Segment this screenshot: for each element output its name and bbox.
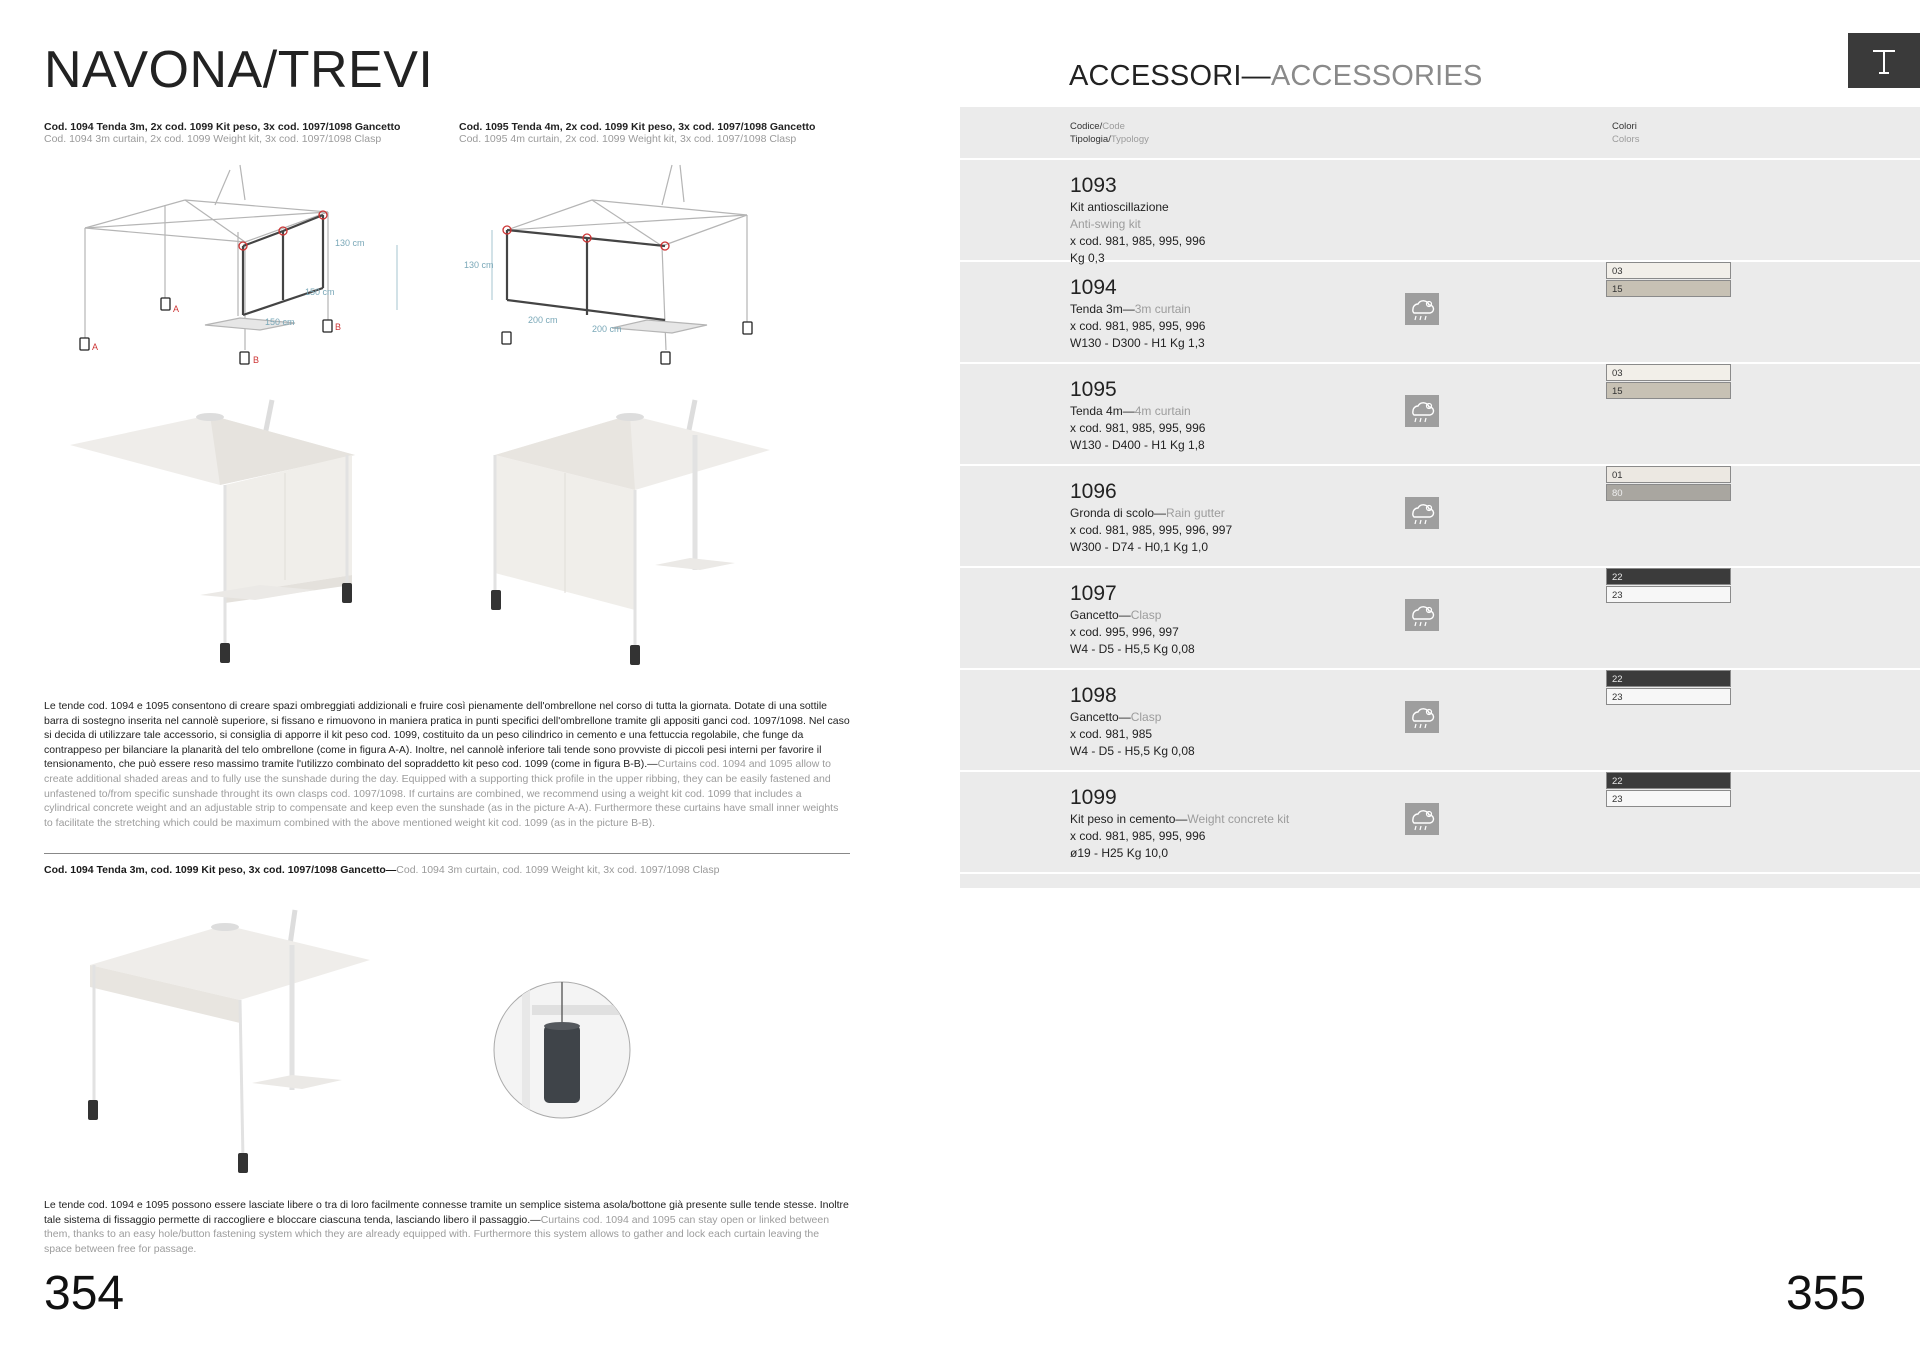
diagram-1-width-1: 150 cm xyxy=(265,317,295,327)
color-swatch: 23 xyxy=(1606,790,1731,807)
render-umbrella-curtain-linked xyxy=(80,905,420,1185)
color-swatch: 80 xyxy=(1606,484,1731,501)
weather-badge xyxy=(1405,701,1439,733)
color-swatch: 23 xyxy=(1606,688,1731,705)
diagram-1-label-b1: B xyxy=(253,355,260,365)
caption-3-en: Cod. 1094 3m curtain, cod. 1099 Weight kit, 3x cod. 1097/1098 Clasp xyxy=(396,864,720,876)
diagram-1-width-2: 150 cm xyxy=(305,287,335,297)
weather-badge xyxy=(1405,803,1439,835)
diagram-2-height: 130 cm xyxy=(464,260,494,270)
render-umbrella-4m-curtain xyxy=(490,395,790,675)
accessory-name-it: Kit antioscillazione xyxy=(1070,200,1169,214)
weather-resistant-icon xyxy=(1405,395,1439,427)
accessory-code: 1093 xyxy=(1070,174,1117,197)
render-umbrella-3m-curtain xyxy=(60,395,390,675)
accessory-name xyxy=(1070,404,1191,418)
color-swatch: 03 xyxy=(1606,364,1731,381)
accessory-name-it: Kit peso in cemento— xyxy=(1070,812,1188,826)
accessory-row-1095 xyxy=(960,364,1920,466)
accessory-row-1094 xyxy=(960,262,1920,364)
accessory-row-1097 xyxy=(960,568,1920,670)
accessory-code: 1099 xyxy=(1070,786,1117,809)
page-title: NAVONA/TREVI xyxy=(44,41,434,99)
accessory-spec: ø19 - H25 Kg 10,0 xyxy=(1070,846,1169,860)
caption-3-it: Cod. 1094 Tenda 3m, cod. 1099 Kit peso, 3x cod. 1097/1098 Gancetto— xyxy=(44,864,397,876)
accessory-compat: x cod. 981, 985 xyxy=(1070,727,1153,741)
color-swatch: 15 xyxy=(1606,382,1731,399)
page-number-left: 354 xyxy=(44,1267,125,1320)
diagram-3m-curtain xyxy=(70,160,400,370)
diagram-4m-curtain xyxy=(462,160,762,370)
weather-badge xyxy=(1405,599,1439,631)
accessory-name-it: Tenda 3m— xyxy=(1070,302,1135,316)
accessory-code: 1096 xyxy=(1070,480,1117,503)
accessory-compat: x cod. 981, 985, 995, 996 xyxy=(1070,829,1206,843)
page-number-right: 355 xyxy=(1786,1267,1867,1320)
accessory-name-en: 4m curtain xyxy=(1134,404,1191,418)
accessory-name-en: Anti-swing kit xyxy=(1070,217,1141,231)
section-divider xyxy=(44,853,850,854)
description-2-it: Le tende cod. 1094 e 1095 possono essere lasciate libere o tra di loro facilmente connesse tramite un semplice sistema asola/bottone già presente sulle tende stesse. Inoltre tale sistema di fissaggio permette di raccogliere e bloccare ciascuna tenda, lasciando libero il passaggio.— xyxy=(44,1199,849,1226)
weather-resistant-icon xyxy=(1405,803,1439,835)
color-swatch: 22 xyxy=(1606,568,1731,585)
accessory-name xyxy=(1070,608,1161,622)
accessory-compat: x cod. 995, 996, 997 xyxy=(1070,625,1179,639)
accessory-name xyxy=(1070,302,1191,316)
weather-badge xyxy=(1405,497,1439,529)
color-swatch: 23 xyxy=(1606,586,1731,603)
color-swatch: 01 xyxy=(1606,466,1731,483)
accessory-row-1096 xyxy=(960,466,1920,568)
description-2-en: Curtains cod. 1094 and 1095 can stay open or linked between them, thanks to an easy hole/button fastening system which they are already equipped with. Furthermore this system allows to gather and lock each curtain leaving the space between free for passage. xyxy=(44,1213,830,1255)
color-swatch: 22 xyxy=(1606,670,1731,687)
description-1-en: Curtains cod. 1094 and 1095 allow to create additional shaded areas and to fully use the sunshade during the day. Equipped with a supporting thick profile in the upper ribbing, they can be easily fastened and unfastened to/from specific sunshade throught its own clasps cod. 1097/1098. If curtains are combined, we recommend using a weight kit cod. 1099 that includes a cylindrical concrete weight and an adjustable strip to compensate and keep even the sunshade (as in the picture A-A). Furthermore these curtains have small inner weights to facilitate the stretching which could be maximum combined with the above mentioned weight kit cod. 1099 (as in the picture B-B). xyxy=(44,758,839,829)
accessory-name-it: Gronda di scolo— xyxy=(1070,506,1167,520)
accessory-name-en: Weight concrete kit xyxy=(1187,812,1290,826)
header-colors xyxy=(1612,120,1639,146)
caption-2-it: Cod. 1095 Tenda 4m, 2x cod. 1099 Kit peso, 3x cod. 1097/1098 Gancetto xyxy=(459,121,816,133)
description-paragraph-1 xyxy=(44,699,850,830)
accessory-row-1098 xyxy=(960,670,1920,772)
accessories-table xyxy=(960,107,1920,888)
color-swatch: 22 xyxy=(1606,772,1731,789)
accessory-name xyxy=(1070,812,1289,826)
caption-1-it: Cod. 1094 Tenda 3m, 2x cod. 1099 Kit peso, 3x cod. 1097/1098 Gancetto xyxy=(44,121,401,133)
accessory-name-en: Rain gutter xyxy=(1166,506,1225,520)
header-code-it: Codice/ xyxy=(1070,121,1103,132)
figure-caption-1 xyxy=(44,121,444,145)
header-type-en: Typology xyxy=(1110,134,1149,145)
accessory-name xyxy=(1070,506,1225,520)
header-colors-it: Colori xyxy=(1612,121,1637,132)
diagram-1-height: 130 cm xyxy=(335,238,365,248)
header-colors-en: Colors xyxy=(1612,134,1640,145)
diagram-2-width-2: 200 cm xyxy=(592,324,622,334)
header-code-typology xyxy=(1070,120,1149,146)
accessory-spec: W4 - D5 - H5,5 Kg 0,08 xyxy=(1070,642,1195,656)
accessory-name-it: Tenda 4m— xyxy=(1070,404,1135,418)
accessory-spec: W130 - D300 - H1 Kg 1,3 xyxy=(1070,336,1205,350)
figure-caption-3 xyxy=(44,864,854,876)
accessory-code: 1095 xyxy=(1070,378,1117,401)
accessory-compat: x cod. 981, 985, 995, 996, 997 xyxy=(1070,523,1233,537)
accessory-spec: Kg 0,3 xyxy=(1070,251,1105,265)
accessory-name-en-line xyxy=(1070,217,1141,231)
diagram-2-width-1: 200 cm xyxy=(528,315,558,325)
accessory-spec: W300 - D74 - H0,1 Kg 1,0 xyxy=(1070,540,1209,554)
accessory-compat: x cod. 981, 985, 995, 996 xyxy=(1070,234,1206,248)
accessory-name-en: Clasp xyxy=(1130,608,1162,622)
diagram-1-label-a1: A xyxy=(92,342,99,352)
accessory-name-it: Gancetto— xyxy=(1070,710,1131,724)
header-type-it: Tipologia/ xyxy=(1070,134,1111,145)
description-paragraph-2 xyxy=(44,1198,850,1256)
accessory-compat: x cod. 981, 985, 995, 996 xyxy=(1070,319,1206,333)
header-code-en: Code xyxy=(1102,121,1125,132)
accessory-code: 1098 xyxy=(1070,684,1117,707)
weather-badge xyxy=(1405,293,1439,325)
accessory-compat: x cod. 981, 985, 995, 996 xyxy=(1070,421,1206,435)
accessory-name-en: 3m curtain xyxy=(1134,302,1191,316)
weather-badge xyxy=(1405,395,1439,427)
accessory-spec: W4 - D5 - H5,5 Kg 0,08 xyxy=(1070,744,1195,758)
diagram-1-label-a2: A xyxy=(173,304,180,314)
caption-2-en: Cod. 1095 4m curtain, 2x cod. 1099 Weight kit, 3x cod. 1097/1098 Clasp xyxy=(459,133,797,145)
weather-resistant-icon xyxy=(1405,701,1439,733)
description-1-it: Le tende cod. 1094 e 1095 consentono di creare spazi ombreggiati addizionali e fruire così pienamente dell'ombrellone nel corso di tutta la giornata. Dotate di una sottile barra di sostegno inserita nel cannolè superiore, si fissano e rimuovono in maniera pratica in punti specifici dell'ombrellone tramite gli appositi ganci cod. 1097/1098. Nel caso si decida di utilizzare tale accessorio, si consiglia di apporre il kit peso cod. 1099, costituito da un peso cilindrico in cemento e una fettuccia regolabile, che funge da contrappeso per bilanciare la planarità del telo ombrellone (come in figura A-A). Inoltre, nel cannolè inferiore tali tende sono provviste di piccoli pesi interni per favorire il tensionamento, che può essere reso massimo tramite l'utilizzo combinato del sopraddetto kit peso cod. 1099 (come in figura B-B).— xyxy=(44,700,850,771)
detail-weight-kit-closeup xyxy=(492,980,632,1120)
weather-resistant-icon xyxy=(1405,293,1439,325)
accessory-row-1093 xyxy=(960,160,1920,265)
accessory-row-1099 xyxy=(960,772,1920,874)
accessories-title xyxy=(1069,60,1483,93)
accessory-spec: W130 - D400 - H1 Kg 1,8 xyxy=(1070,438,1205,452)
caption-1-en: Cod. 1094 3m curtain, 2x cod. 1099 Weight kit, 3x cod. 1097/1098 Clasp xyxy=(44,133,382,145)
accessory-name-it: Gancetto— xyxy=(1070,608,1131,622)
color-swatch: 15 xyxy=(1606,280,1731,297)
accessory-name xyxy=(1070,710,1161,724)
accessories-title-it: ACCESSORI— xyxy=(1069,60,1271,92)
color-swatch: 03 xyxy=(1606,262,1731,279)
accessory-name xyxy=(1070,200,1169,214)
accessory-code: 1097 xyxy=(1070,582,1117,605)
figure-caption-2 xyxy=(459,121,859,145)
table-header xyxy=(960,107,1920,160)
diagram-1-label-b2: B xyxy=(335,322,342,332)
accessory-code: 1094 xyxy=(1070,276,1117,299)
accessories-title-en: ACCESSORIES xyxy=(1270,60,1483,92)
accessory-name-en: Clasp xyxy=(1130,710,1162,724)
umbrella-icon xyxy=(1848,33,1920,88)
weather-resistant-icon xyxy=(1405,599,1439,631)
weather-resistant-icon xyxy=(1405,497,1439,529)
umbrella-section-icon xyxy=(1848,33,1920,88)
